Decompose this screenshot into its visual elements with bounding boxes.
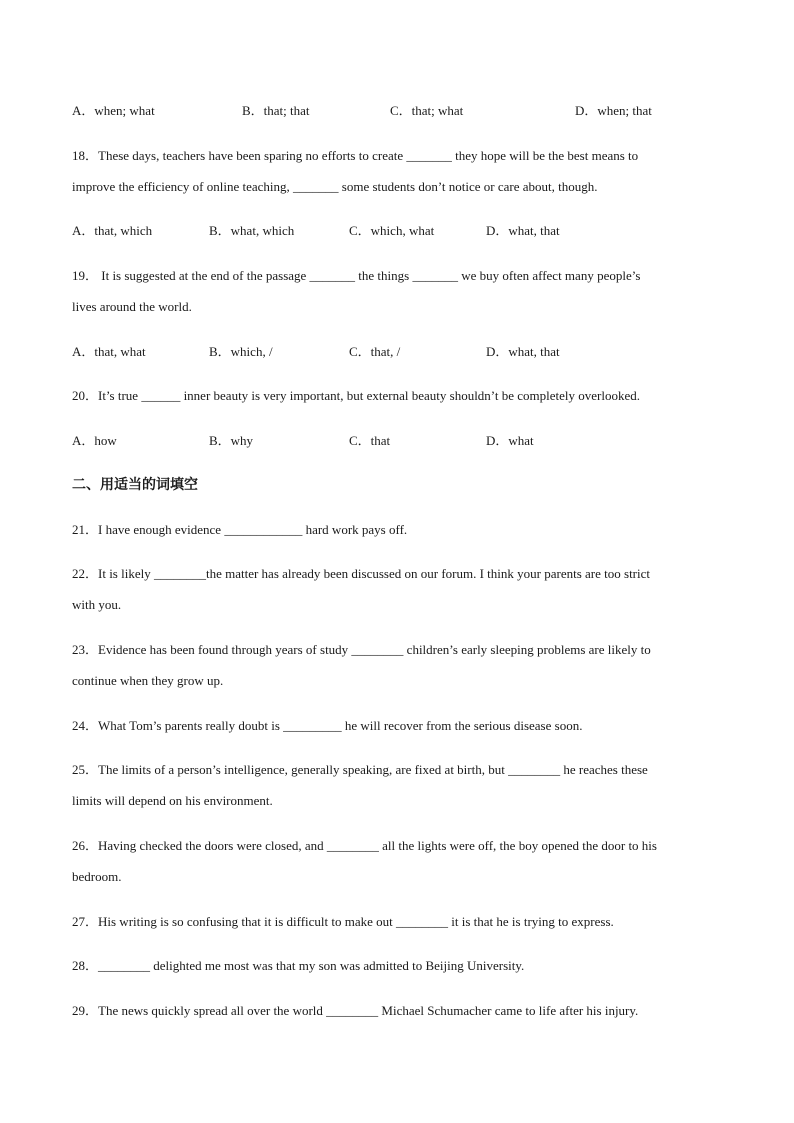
q19-text-line2: lives around the world.: [72, 299, 192, 314]
q20-option-a: A．how: [72, 433, 117, 448]
q18-option-c: C．which, what: [349, 223, 435, 238]
q27-text-line1: 27．His writing is so confusing that it is difficult to make out ________ it is that he is trying to express.: [72, 914, 614, 929]
q24-text-line1: 24．What Tom’s parents really doubt is _________ he will recover from the serious disease soon.: [72, 718, 583, 733]
q23-text-line1: 23．Evidence has been found through years of study ________ children’s early sleeping problems are likely to: [72, 642, 651, 657]
q22-text-line2: with you.: [72, 597, 122, 612]
q18-option-a: A．that, which: [72, 223, 153, 238]
q18-option-b: B．what, which: [209, 223, 295, 238]
q17-option-d: D．when; that: [575, 103, 652, 118]
q26-text-line2: bedroom.: [72, 869, 122, 884]
q28-text-line1: 28．________ delighted me most was that my son was admitted to Beijing University.: [72, 958, 525, 973]
q18-options: [72, 223, 712, 239]
q19-option-a: A．that, what: [72, 344, 146, 359]
q20-option-d: D．what: [486, 433, 534, 448]
q25-text-line1: 25．The limits of a person’s intelligence, generally speaking, are fixed at birth, but ________ he reaches these: [72, 762, 648, 777]
q17-option-b: B．that; that: [242, 103, 310, 118]
q17-option-c: C．that; what: [390, 103, 464, 118]
q29-text-line1: 29．The news quickly spread all over the world ________ Michael Schumacher came to life after his injury.: [72, 1003, 639, 1018]
q18-option-d: D．what, that: [486, 223, 560, 238]
q19-option-d: D．what, that: [486, 344, 560, 359]
q18-text-line2: improve the efficiency of online teaching, _______ some students don’t notice or care about, though.: [72, 179, 598, 194]
q17-option-a: A．when; what: [72, 103, 155, 118]
q23-text-line2: continue when they grow up.: [72, 673, 224, 688]
q26-text-line1: 26．Having checked the doors were closed, and ________ all the lights were off, the boy opened the door to his: [72, 838, 657, 853]
q20-options: [72, 433, 712, 449]
q17-options: [72, 103, 712, 119]
q21-text-line1: 21．I have enough evidence ____________ hard work pays off.: [72, 522, 408, 537]
q19-option-c: C．that, /: [349, 344, 401, 359]
q19-option-b: B．which, /: [209, 344, 273, 359]
q18-text-line1: 18．These days, teachers have been sparing no efforts to create _______ they hope will be the best means to: [72, 148, 639, 163]
q19-text-line1: 19． It is suggested at the end of the passage _______ the things _______ we buy often affect many people’s: [72, 268, 641, 283]
q20-option-c: C．that: [349, 433, 391, 448]
q19-options: [72, 344, 712, 360]
q20-text-line1: 20．It’s true ______ inner beauty is very important, but external beauty shouldn’t be completely overlooked.: [72, 388, 641, 403]
q25-text-line2: limits will depend on his environment.: [72, 793, 273, 808]
q20-option-b: B．why: [209, 433, 254, 448]
section-heading: 二、用适当的词填空: [72, 477, 198, 493]
q22-text-line1: 22．It is likely ________the matter has already been discussed on our forum. I think your parents are too strict: [72, 566, 650, 581]
